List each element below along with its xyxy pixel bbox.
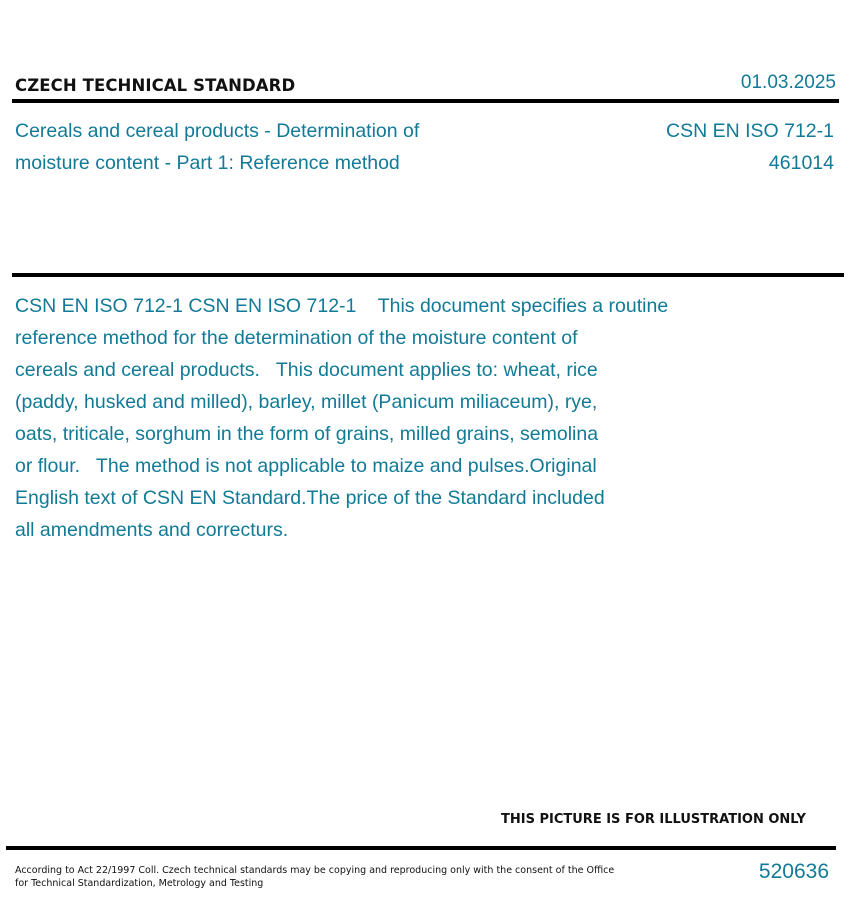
document-id: 520636: [758, 860, 829, 883]
description-line: English text of CSN EN Standard.The price of the Standard included: [15, 487, 605, 509]
standard-identifier: [666, 115, 834, 179]
description-line: cereals and cereal products. This document applies to: wheat, rice: [15, 359, 598, 381]
description-line: reference method for the determination of the moisture content of: [15, 327, 578, 349]
legal-notice: [15, 864, 614, 890]
description-line: CSN EN ISO 712-1 CSN EN ISO 712-1 This document specifies a routine: [15, 295, 669, 317]
standard-description: [15, 290, 745, 546]
publication-date: 01.03.2025: [740, 72, 836, 93]
standard-title: [15, 115, 485, 179]
standard-title-line: Cereals and cereal products - Determination of: [15, 120, 420, 142]
legal-notice-line: for Technical Standardization, Metrology and Testing: [15, 878, 264, 889]
description-line: oats, triticale, sorghum in the form of grains, milled grains, semolina: [15, 423, 599, 445]
section-divider: [12, 273, 844, 277]
header-divider: [12, 99, 839, 103]
standard-class-number: 461014: [768, 152, 834, 174]
illustration-disclaimer: THIS PICTURE IS FOR ILLUSTRATION ONLY: [501, 812, 806, 827]
document-type-label: CZECH TECHNICAL STANDARD: [15, 76, 296, 95]
standard-title-line: moisture content - Part 1: Reference method: [15, 152, 400, 174]
legal-notice-line: According to Act 22/1997 Coll. Czech technical standards may be copying and reproducing only with the consent of the Office: [15, 865, 615, 876]
description-line: all amendments and correcturs.: [15, 519, 289, 541]
standard-code: CSN EN ISO 712-1: [666, 120, 834, 142]
description-line: or flour. The method is not applicable to maize and pulses.Original: [15, 455, 597, 477]
description-line: (paddy, husked and milled), barley, millet (Panicum miliaceum), rye,: [15, 391, 598, 413]
footer-divider: [6, 846, 836, 850]
